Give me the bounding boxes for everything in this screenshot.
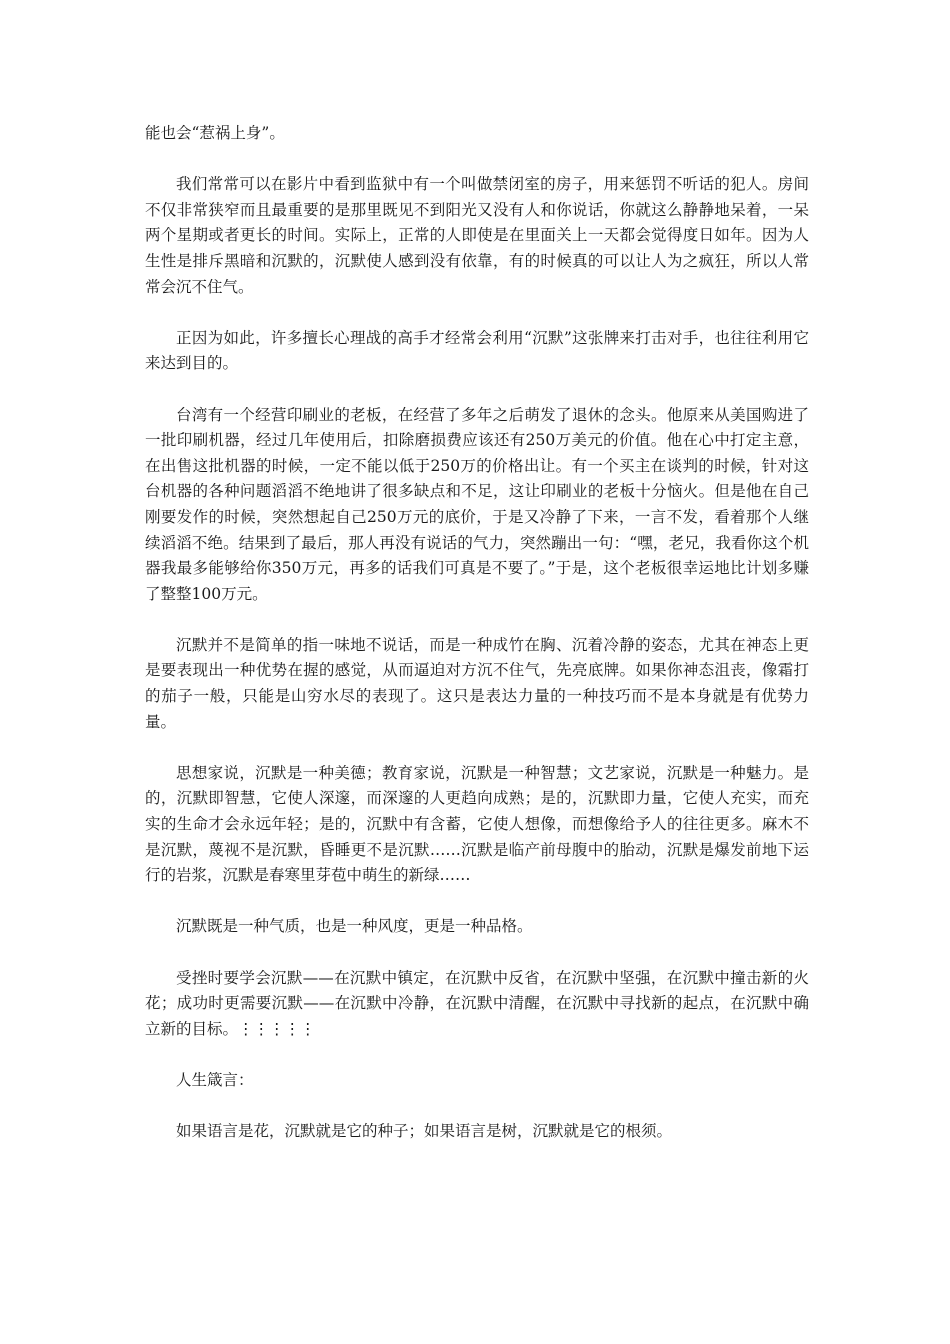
paragraph-motto-heading: 人生箴言： bbox=[176, 1070, 254, 1089]
document-body bbox=[145, 121, 809, 1170]
paragraph-psychological-warfare: 正因为如此，许多擅长心理战的高手才经常会利用“沉默”这张牌来打击对手，也往往利用它来达到目的。 bbox=[145, 328, 809, 373]
paragraph-motto: 如果语言是花，沉默就是它的种子；如果语言是树，沉默就是它的根须。 bbox=[176, 1122, 673, 1141]
paragraph-learn-silence: 受挫时要学会沉默——在沉默中镇定，在沉默中反省，在沉默中坚强，在沉默中撞击新的火花；成功时更需要沉默——在沉默中冷静，在沉默中清醒，在沉默中寻找新的起点，在沉默中确立新的目标。⋮⋮⋮⋮⋮ bbox=[145, 968, 809, 1038]
paragraph-silence-definition: 沉默并不是简单的指一味地不说话，而是一种成竹在胸、沉着冷静的姿态，尤其在神态上更是要表现出一种优势在握的感觉，从而逼迫对方沉不住气，先亮底牌。如果你神态沮丧，像霜打的茄子一般，只能是山穷水尽的表现了。这只是表达力量的一种技巧而不是本身就是有优势力量。 bbox=[145, 635, 809, 731]
paragraph-silence-virtues: 思想家说，沉默是一种美德；教育家说，沉默是一种智慧；文艺家说，沉默是一种魅力。是的，沉默即智慧，它使人深邃，而深邃的人更趋向成熟；是的，沉默即力量，它使人充实，而充实的生命才会永远年轻；是的，沉默中有含蓄，它使人想像，而想像给予人的往往更多。麻木不是沉默，蔑视不是沉默，昏睡更不是沉默……沉默是临产前母腹中的胎动，沉默是爆发前地下运行的岩浆，沉默是春寒里芽苞中萌生的新绿…… bbox=[145, 763, 809, 885]
paragraph-solitary-confinement: 我们常常可以在影片中看到监狱中有一个叫做禁闭室的房子，用来惩罚不听话的犯人。房间不仅非常狭窄而且最重要的是那里既见不到阳光又没有人和你说话，你就这么静静地呆着，一呆两个星期或者更长的时间。实际上，正常的人即使是在里面关上一天都会觉得度日如年。因为人生性是排斥黑暗和沉默的，沉默使人感到没有依靠，有的时候真的可以让人为之疯狂，所以人常常会沉不住气。 bbox=[145, 175, 809, 296]
paragraph-silence-character: 沉默既是一种气质，也是一种风度，更是一种品格。 bbox=[176, 917, 533, 936]
paragraph-continuation: 能也会“惹祸上身”。 bbox=[145, 124, 285, 142]
paragraph-printing-boss-story: 台湾有一个经营印刷业的老板，在经营了多年之后萌发了退休的念头。他原来从美国购进了一批印刷机器，经过几年使用后，扣除磨损费应该还有250万美元的价值。他在心中打定主意，在出售这批机器的时候，一定不能以低于250万的价格出让。有一个买主在谈判的时候，针对这台机器的各种问题滔滔不绝地讲了很多缺点和不足，这让印刷业的老板十分恼火。但是他在自己刚要发作的时候，突然想起自己250万元的底价，于是又冷静了下来，一言不发，看着那个人继续滔滔不绝。结果到了最后，那人再没有说话的气力，突然蹦出一句：“嘿，老兄，我看你这个机器我最多能够给你350万元，再多的话我们可真是不要了。”于是，这个老板很幸运地比计划多赚了整整100万元。 bbox=[145, 405, 809, 603]
